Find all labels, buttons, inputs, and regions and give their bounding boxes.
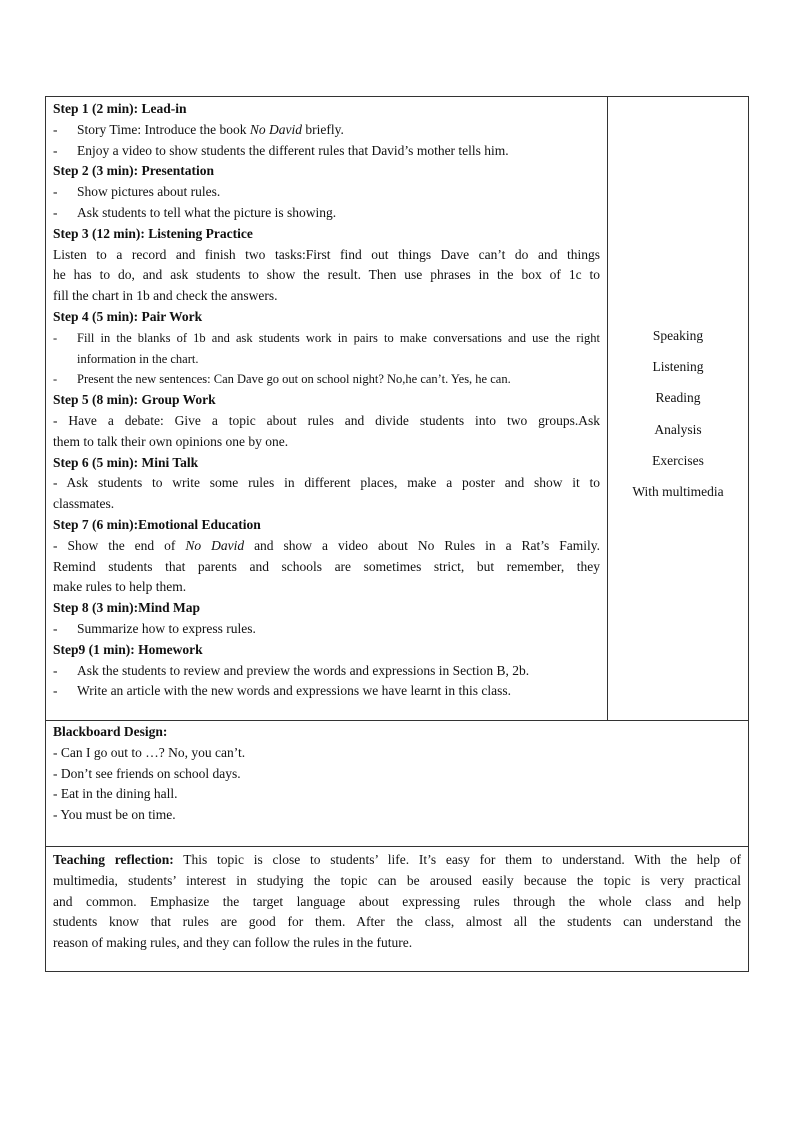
step-bullet: - Show pictures about rules.: [53, 184, 221, 200]
step-heading: Step 7 (6 min):Emotional Education: [53, 516, 261, 532]
step-text: - Ask students to write some rules in different places, make a poster and show it to: [53, 475, 600, 491]
steps-cell: [46, 97, 608, 720]
step-bullet: - Ask students to tell what the picture is showing.: [53, 204, 337, 220]
method-item: Speaking: [652, 328, 704, 343]
step-heading: Step 5 (8 min): Group Work: [53, 392, 216, 408]
reflection-line: and common. Emphasize the target language about expressing rules through the whole class and help: [53, 893, 741, 909]
step-text: - Show the end of No David and show a video about No Rules in a Rat’s Family.: [53, 537, 601, 553]
blackboard-design: [46, 721, 748, 847]
lesson-table: [45, 96, 749, 972]
step-heading: Step 2 (3 min): Presentation: [53, 163, 214, 179]
step-bullet: - Enjoy a video to show students the different rules that David’s mother tells him.: [53, 142, 509, 158]
step-text: fill the chart in 1b and check the answers.: [53, 288, 278, 304]
step-heading: Step 4 (5 min): Pair Work: [53, 308, 203, 324]
methods-cell: [608, 97, 748, 720]
step-heading: Step 6 (5 min): Mini Talk: [53, 454, 199, 470]
step-bullet: - Ask the students to review and preview the words and expressions in Section B, 2b.: [53, 662, 530, 678]
step-bullet: - Summarize how to express rules.: [53, 620, 256, 636]
step-bullet: - Write an article with the new words and expressions we have learnt in this class.: [53, 683, 511, 699]
method-item: Reading: [655, 390, 701, 406]
method-item: Exercises: [652, 452, 704, 468]
step-heading: Step 8 (3 min):Mind Map: [53, 600, 201, 616]
step-text: them to talk their own opinions one by one.: [53, 433, 289, 449]
step-heading: Step9 (1 min): Homework: [53, 641, 203, 657]
reflection-line: multimedia, students’ interest in studying the topic can be aroused easily because the topic is very practical: [53, 872, 741, 888]
method-item: Listening: [652, 359, 704, 375]
blackboard-line: - Don’t see friends on school days.: [53, 765, 241, 781]
reflection-line: students know that rules are good for them. After the class, almost all the students can understand the: [53, 914, 741, 930]
step-heading: Step 3 (12 min): Listening Practice: [53, 225, 253, 241]
teaching-reflection: [46, 847, 748, 971]
blackboard-line: - You must be on time.: [53, 807, 176, 823]
blackboard-line: - Can I go out to …? No, you can’t.: [53, 744, 246, 760]
step-heading: Step 1 (2 min): Lead-in: [53, 101, 187, 116]
blackboard-title: Blackboard Design:: [53, 724, 168, 739]
reflection-line: Teaching reflection: This topic is close to students’ life. It’s easy for them to understand. With the help of: [53, 852, 741, 867]
step-text: Remind students that parents and schools are sometimes strict, but remember, they: [53, 558, 600, 574]
procedure-row: [46, 97, 748, 721]
step-text: he has to do, and ask students to show the result. Then use phrases in the box of 1c to: [53, 267, 600, 283]
method-item: With multimedia: [632, 484, 724, 500]
step-text: make rules to help them.: [53, 579, 187, 595]
step-bullet: - Present the new sentences: Can Dave go out on school night? No,he can’t. Yes, he can.: [53, 372, 511, 387]
step-text: - Have a debate: Give a topic about rules and divide students into two groups.Ask: [53, 412, 600, 428]
step-bullet: - Story Time: Introduce the book No David briefly.: [53, 121, 344, 137]
step-bullet: - Fill in the blanks of 1b and ask students work in pairs to make conversations and use the right information in the chart.: [53, 330, 600, 366]
blackboard-line: - Eat in the dining hall.: [53, 786, 178, 802]
step-text: Listen to a record and finish two tasks:First find out things Dave can’t do and things: [53, 246, 600, 262]
step-text: classmates.: [53, 496, 115, 512]
reflection-label: Teaching reflection:: [53, 852, 174, 867]
reflection-line: reason of making rules, and they can follow the rules in the future.: [53, 935, 413, 951]
method-item: Analysis: [654, 421, 702, 437]
